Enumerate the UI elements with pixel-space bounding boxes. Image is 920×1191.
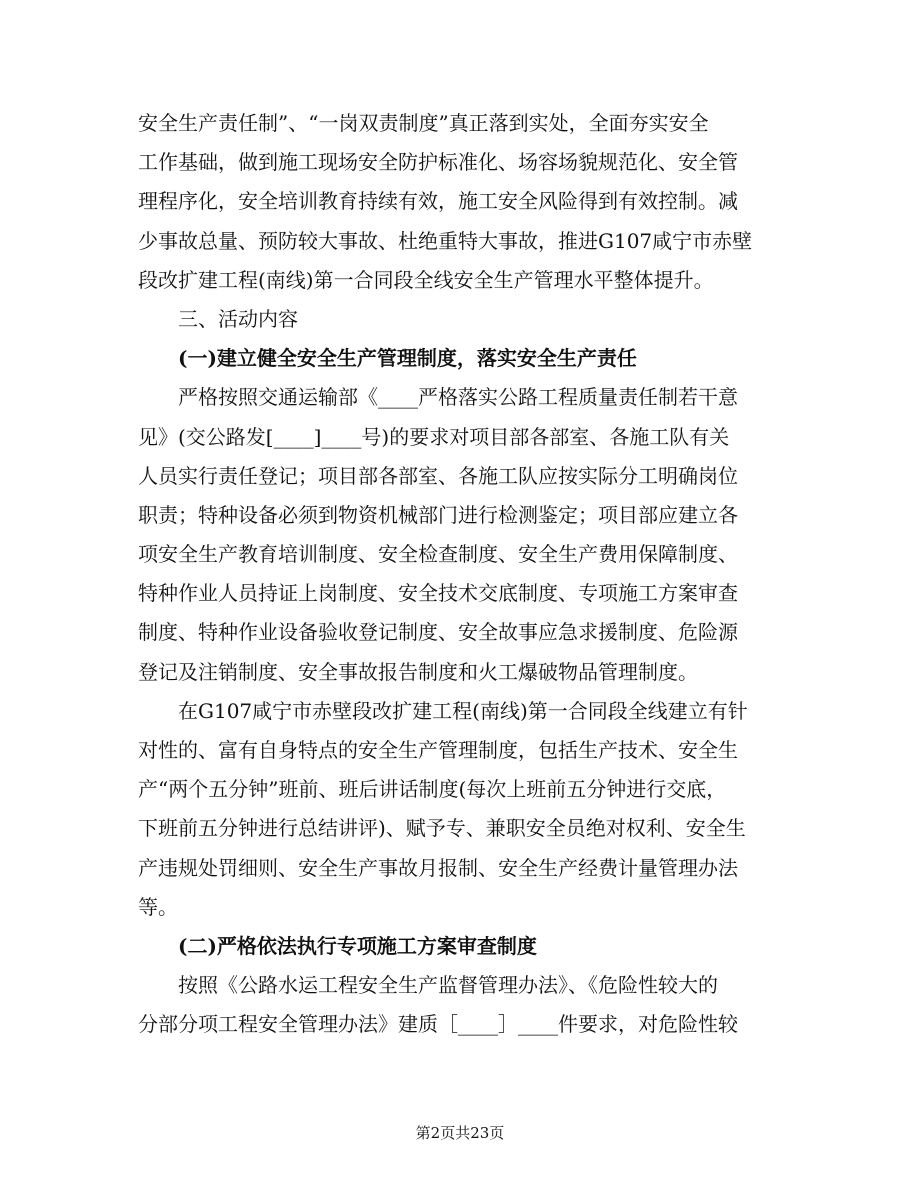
text-line: 见》(交公路发[____]____号)的要求对项目部各部室、各施工队有关 [138,424,730,449]
text-line: 人员实行责任登记；项目部各部室、各施工队应按实际分工明确岗位 [138,463,738,488]
text-line: 特种作业人员持证上岗制度、安全技术交底制度、专项施工方案审查 [138,581,738,606]
section-heading: (二)严格依法执行专项施工方案审查制度 [178,933,537,958]
paragraph-lines [138,104,788,1045]
text-line: 按照《公路水运工程安全生产监督管理办法》、《危险性较大的 [178,973,718,998]
text-line: 下班前五分钟进行总结讲评)、赋予专、兼职安全员绝对权利、安全生 [138,816,746,841]
text-line: 等。 [138,894,178,919]
text-line: 安全生产责任制”、“一岗双责制度”真正落到实处，全面夯实安全 [138,111,709,135]
text-line: 制度、特种作业设备验收登记制度、安全故事应急求援制度、危险源 [138,620,738,645]
text-line: 登记及注销制度、安全事故报告制度和火工爆破物品管理制度。 [138,659,698,684]
text-line: 段改扩建工程(南线)第一合同段全线安全生产管理水平整体提升。 [138,267,714,292]
text-line: 少事故总量、预防较大事故、杜绝重特大事故，推进G107咸宁市赤壁 [138,228,753,253]
text-line: 分部分项工程安全管理办法》建质［____］____件要求，对危险性较 [138,1012,738,1037]
text-line: 产“两个五分钟”班前、班后讲话制度(每次上班前五分钟进行交底， [138,777,727,802]
text-line: 三、活动内容 [178,306,298,331]
text-line: 在G107咸宁市赤壁段改扩建工程(南线)第一合同段全线建立有针 [178,698,748,723]
text-line: 理程序化，安全培训教育持续有效，施工安全风险得到有效控制。减 [138,189,738,214]
text-line: 职责；特种设备必须到物资机械部门进行检测鉴定；项目部应建立各 [138,502,738,527]
page-footer: 第2页共23页 [415,1124,505,1142]
text-line: 项安全生产教育培训制度、安全检查制度、安全生产费用保障制度、 [138,542,738,567]
section-heading: (一)建立健全安全生产管理制度，落实安全生产责任 [178,346,637,371]
text-line: 工作基础，做到施工现场安全防护标准化、场容场貌规范化、安全管 [138,150,738,175]
document-body [138,104,788,1045]
text-line: 对性的、富有自身特点的安全生产管理制度，包括生产技术、安全生 [138,738,738,762]
text-line: 产违规处罚细则、安全生产事故月报制、安全生产经费计量管理办法 [138,855,738,880]
text-line: 严格按照交通运输部《____严格落实公路工程质量责任制若干意 [178,385,738,410]
